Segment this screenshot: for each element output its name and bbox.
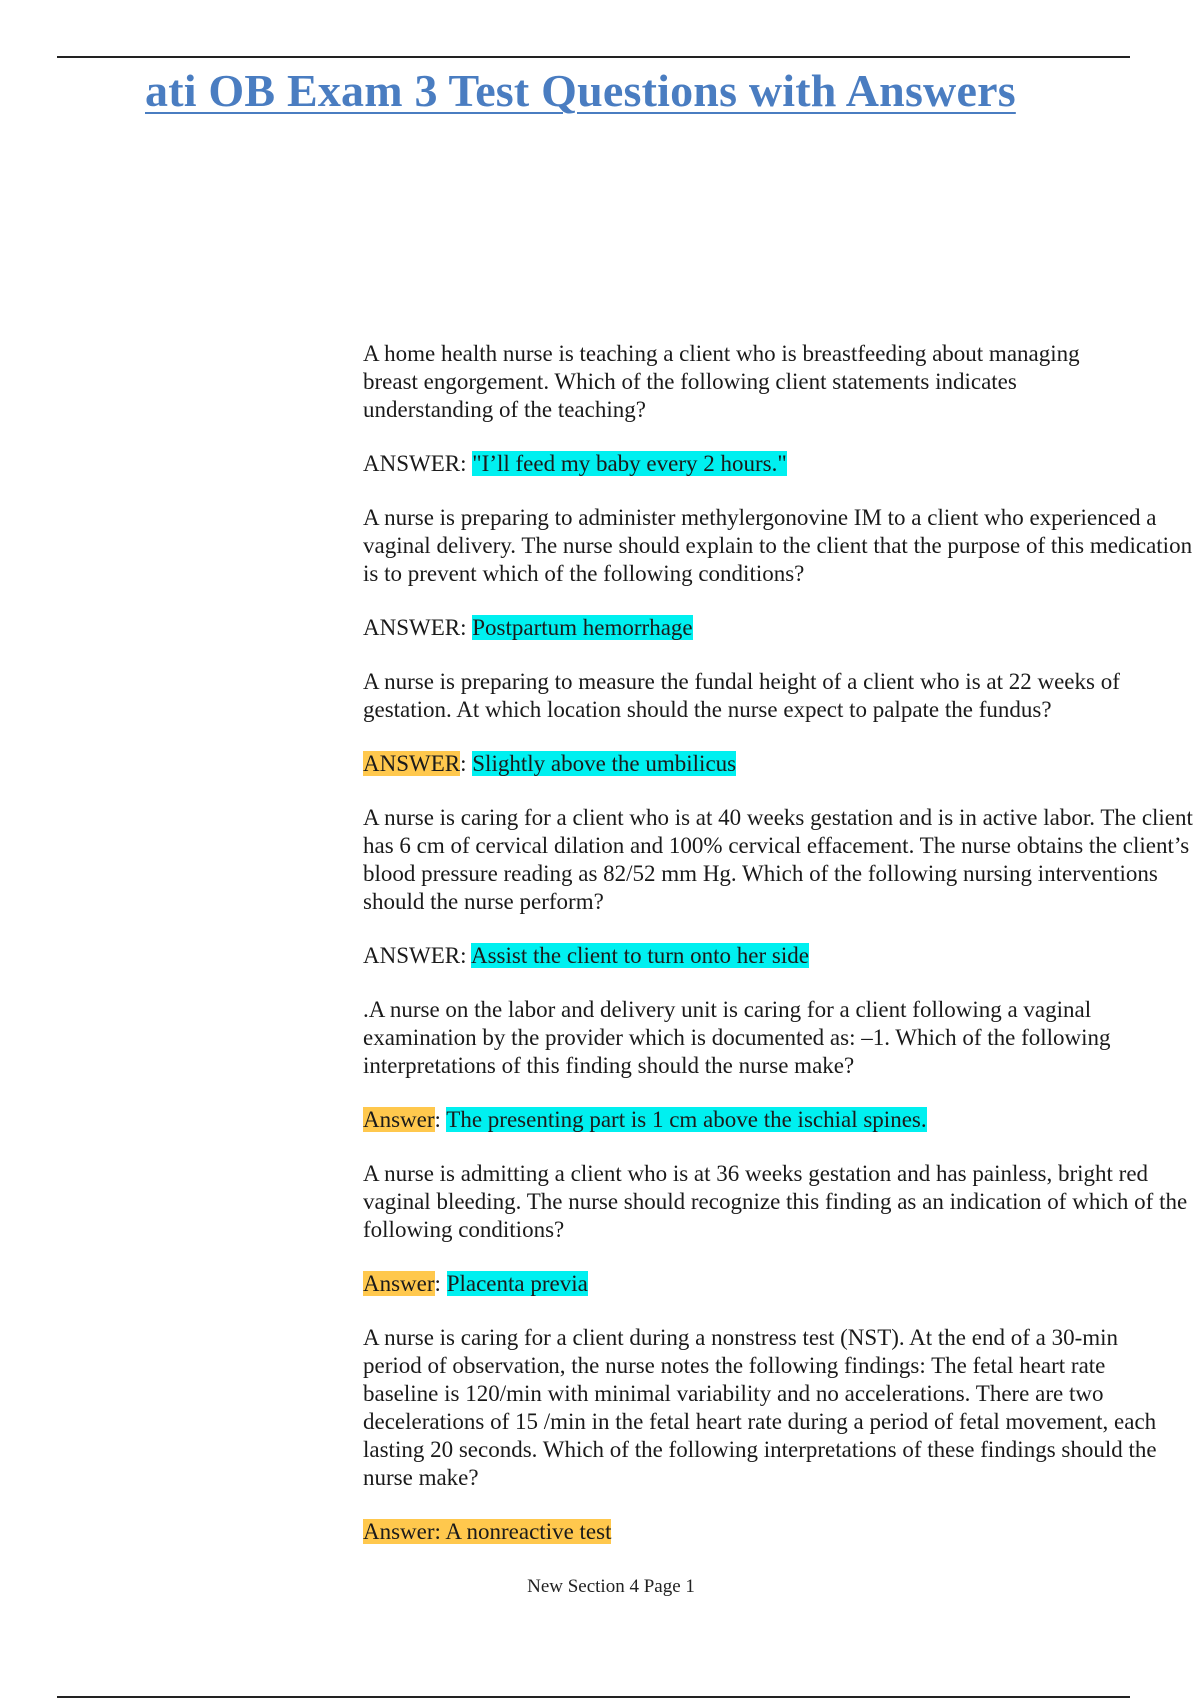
answer-line xyxy=(363,450,1200,478)
answer-separator: : xyxy=(460,615,473,640)
question-text: A nurse is preparing to measure the fundal height of a client who is at 22 weeks of gestation. At which location should the nurse expect to palpate the fundus? xyxy=(363,669,1120,722)
page-footer: New Section 4 Page 1 xyxy=(527,1576,695,1597)
answer-line xyxy=(363,1106,1200,1134)
top-rule xyxy=(57,56,1130,58)
answer-label: ANSWER xyxy=(363,943,461,968)
answer-separator: : xyxy=(460,451,473,476)
question-text: A nurse is caring for a client during a nonstress test (NST). At the end of a 30-min period of observation, the nurse notes the following findings: The fetal heart rate baseline is 120/min with minimal variability and no accelerations. There are two decelerations of 15 /min in the fetal heart rate during a period of fetal movement, each lasting 20 seconds. Which of the following interpretations of these findings should the nurse make? xyxy=(363,1325,1157,1490)
question-text: A nurse is preparing to administer methylergonovine IM to a client who experienced a vaginal delivery. The nurse should explain to the client that the purpose of this medication is to prevent which of the following conditions? xyxy=(363,505,1193,586)
answer-text: Slightly above the umbilicus xyxy=(472,751,737,776)
answer-line xyxy=(363,942,1200,970)
answer-line xyxy=(363,1270,1200,1298)
question-text: .A nurse on the labor and delivery unit is caring for a client following a vaginal examination by the provider which is documented as: –1. Which of the following interpretations of this finding should the nurse make? xyxy=(363,997,1111,1078)
question-text: A nurse is caring for a client who is at 40 weeks gestation and is in active labor. The client has 6 cm of cervical dilation and 100% cervical effacement. The nurse obtains the client’s blood pressure reading as 82/52 mm Hg. Which of the following nursing interventions should the nurse perform? xyxy=(363,805,1193,914)
answer-text: "I’ll feed my baby every 2 hours." xyxy=(472,451,787,476)
answer-label: ANSWER xyxy=(363,751,461,776)
qa-list xyxy=(363,340,1200,1546)
answer-text: Placenta previa xyxy=(446,1271,588,1296)
answer-text: Postpartum hemorrhage xyxy=(472,615,693,640)
answer-line xyxy=(363,750,1200,778)
document-title: ati OB Exam 3 Test Questions with Answers xyxy=(145,65,1016,116)
answer-label: Answer xyxy=(363,1271,435,1296)
answer-label: ANSWER xyxy=(363,615,461,640)
answer-text: The presenting part is 1 cm above the ischial spines. xyxy=(446,1107,927,1132)
answer-separator: : xyxy=(460,943,471,968)
answer-separator: : xyxy=(434,1271,447,1296)
answer-label: Answer xyxy=(363,1107,435,1132)
answer-line xyxy=(363,1518,1200,1546)
answer-separator: : xyxy=(434,1107,447,1132)
answer-label: ANSWER xyxy=(363,451,461,476)
question-text: A nurse is admitting a client who is at 36 weeks gestation and has painless, bright red vaginal bleeding. The nurse should recognize this finding as an indication of which of the following conditions? xyxy=(363,1161,1188,1242)
answer-line xyxy=(363,614,1200,642)
answer-text: A nonreactive test xyxy=(445,1519,612,1544)
question-text: A home health nurse is teaching a client who is breastfeeding about managing breast engorgement. Which of the following client statements indicates understanding of the teaching? xyxy=(363,341,1080,422)
answer-text: Assist the client to turn onto her side xyxy=(471,943,809,968)
bottom-rule xyxy=(57,1696,1130,1698)
answer-separator: : xyxy=(460,751,473,776)
answer-separator: : xyxy=(434,1519,446,1544)
answer-label: Answer xyxy=(363,1519,435,1544)
